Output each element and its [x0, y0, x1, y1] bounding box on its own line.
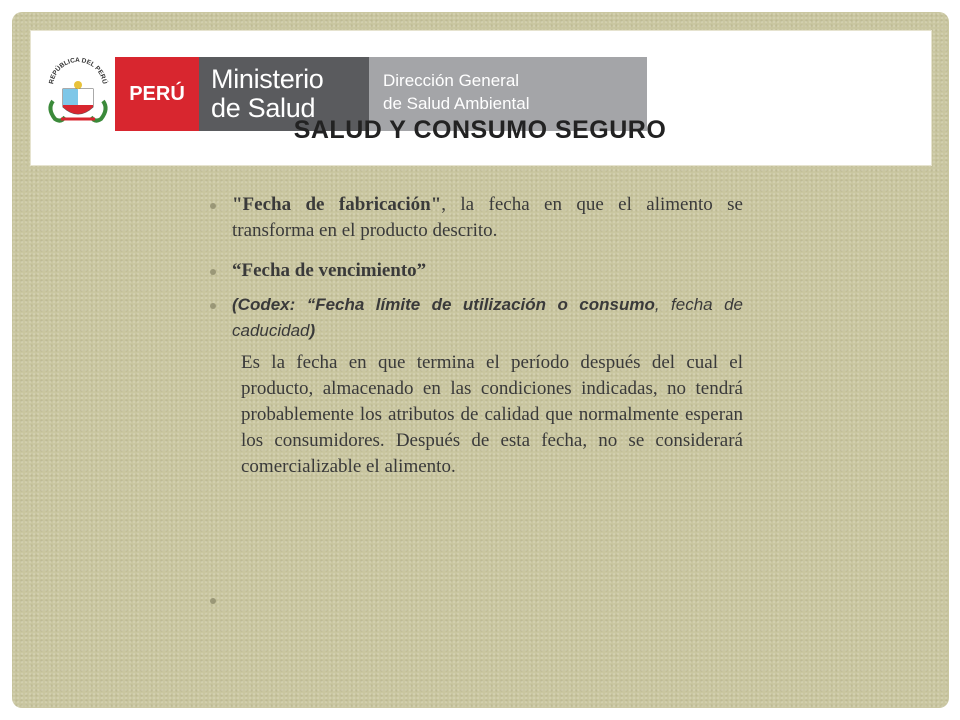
bullet-dot	[210, 203, 216, 209]
bullet-dot	[210, 269, 216, 275]
vencimiento-term: “Fecha de vencimiento”	[232, 260, 427, 281]
codex-term: (Codex: “Fecha límite de utilización o consumo	[232, 295, 655, 314]
fabricacion-definition: , la fecha en que el alimento se transforma en el producto descrito.	[232, 194, 743, 241]
bullet-item-vencimiento	[210, 258, 743, 284]
direccion-line2: de Salud Ambiental	[383, 94, 530, 113]
codex-rest: , fecha de caducidad	[232, 295, 743, 340]
bullet-text	[232, 258, 743, 284]
slide-title: SALUD Y CONSUMO SEGURO	[293, 116, 667, 144]
bullet-text	[232, 192, 743, 244]
bullet-dot	[210, 598, 216, 604]
direccion-line1: Dirección General	[383, 71, 520, 90]
codex-close: )	[309, 321, 316, 340]
bullet-item-codex	[210, 292, 743, 344]
fabricacion-term: "Fecha de fabricación"	[232, 194, 442, 215]
bullet-text	[232, 292, 743, 344]
svg-text:REPÚBLICA DEL PERÚ	[48, 57, 110, 85]
bullet-item-fabricacion	[210, 192, 743, 244]
ministerio-line1: Ministerio	[211, 64, 324, 94]
ministerio-line2: de Salud	[211, 93, 316, 123]
bullet-dot	[210, 303, 216, 309]
vencimiento-definition-paragraph: Es la fecha en que termina el período después del cual el producto, almacenado en las condiciones indicadas, no tendrá probablemente los atributos de calidad que normalmente esperan los consumidores. Después de esta fecha, no se considerará comercializable el alimento.	[241, 352, 743, 477]
crest-caption: REPÚBLICA DEL PERÚ	[48, 57, 108, 85]
header-banner	[30, 30, 932, 166]
peru-label: PERÚ	[129, 82, 185, 105]
